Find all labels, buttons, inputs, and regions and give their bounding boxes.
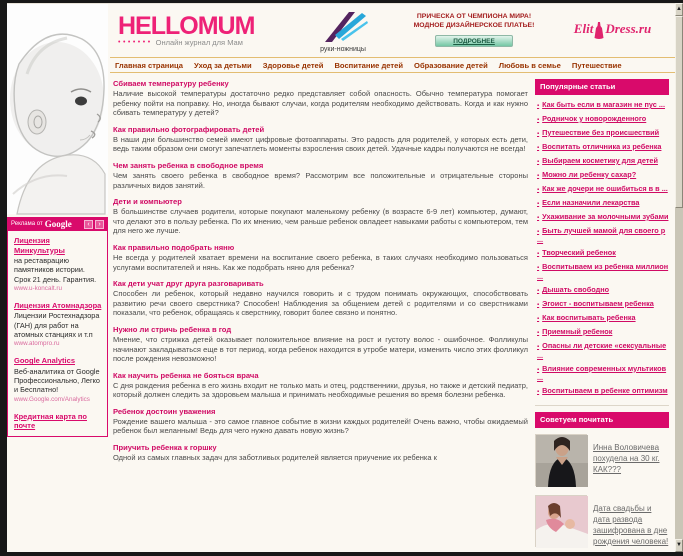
scissors-ad-banner[interactable] (288, 9, 398, 53)
article-item (113, 79, 528, 118)
article-item (113, 371, 528, 400)
popular-article-link[interactable]: ▪ Как же дочери не ошибиться в в ... (537, 185, 669, 195)
nav-link[interactable]: Путешествие (571, 60, 622, 70)
article-excerpt: В большинстве случаев родители, которые покупают маленькому ребенку (в возрасте 6-9 лет) компьютер, думают, что делают это в пользу ребенка. По их мнению, чем раньше ребенок овладеет навыками работы с компьютером, тем для него же лучше. (113, 207, 528, 236)
popular-article-link[interactable]: ▪ Ухаживание за молочными зубами (537, 213, 669, 223)
mother-baby-photo[interactable] (535, 495, 587, 547)
vertical-scrollbar[interactable] (675, 3, 683, 552)
article-excerpt: Мнение, что стрижка детей оказывает положительное влияние на рост и густоту волос - ошибочное. Фолликулы начинают закладываться еще в тот период, когда ребенок находится в утробе матери, изменить число этих фолликул после рождения невозможно! (113, 334, 528, 364)
article-item (113, 443, 528, 463)
article-title-link[interactable]: Как правильно подобрать няню (113, 242, 235, 252)
scroll-up-arrow-icon[interactable]: ▲ (675, 3, 683, 16)
article-excerpt: Чем занять своего ребенка в свободное время? Рассмотрим все положительные и отрицательные стороны различных видов занятий. (113, 170, 528, 190)
woman-portrait-photo[interactable] (535, 434, 587, 486)
scissors-icon (317, 9, 369, 43)
ad-text: Лицензии Ростехнадзора (ГАН) для работ на атомных станциях и т.п (14, 311, 100, 339)
popular-article-link[interactable]: ▪ Воспитать отличника из ребенка (537, 143, 669, 153)
nav-link[interactable]: Воспитание детей (334, 60, 404, 70)
article-item (113, 279, 528, 318)
recommend-link[interactable]: Инна Воловичева похудела на 30 кг. КАК??? (593, 442, 660, 474)
nav-link[interactable]: Главная страница (115, 60, 184, 70)
popular-article-link[interactable]: ▪ Путешествие без происшествий (537, 129, 669, 139)
article-title-link[interactable]: Ребенок достоин уважения (113, 406, 216, 416)
popular-article-link[interactable]: ▪ Дышать свободно (537, 286, 669, 296)
article-item (113, 125, 528, 154)
article-item (113, 407, 528, 436)
article-title-link[interactable]: Как научить ребенка не бояться врача (113, 370, 259, 380)
site-logo[interactable] (110, 14, 288, 47)
popular-article-link[interactable]: ▪ Приемный ребенок (537, 328, 669, 338)
popular-article-link[interactable]: ▪ Воспитываем в ребенке оптимизм (537, 387, 669, 397)
ad-title-link[interactable]: Google Analytics (14, 356, 75, 366)
article-item (113, 161, 528, 190)
popular-articles-header: Популярные статьи (535, 79, 669, 95)
ad-title-link[interactable]: Кредитная карта по почте (14, 411, 87, 431)
ad-title-link[interactable]: Лицензия Минкультуры (14, 236, 65, 255)
popular-article-link[interactable]: ▪ Творческий ребенок (537, 249, 669, 259)
popular-articles-list (535, 101, 669, 397)
promo-line1: ПРИЧЕСКА ОТ ЧЕМПИОНА МИРА! (416, 13, 532, 20)
article-excerpt: Наличие высокой температуры достаточно редко представляет собой опасность. Обычно температура помогает ребенку пойти на поправку. Но, иногда бывают случаи, когда родителям необходимо действовать. Когда и как нужно сбивать температуру у детей? (113, 89, 528, 118)
google-ads-list (8, 231, 107, 436)
article-title-link[interactable]: Как правильно фотографировать детей (113, 124, 265, 134)
popular-article-link[interactable]: ▪ Эгоист - воспитываем ребенка (537, 300, 669, 310)
ads-label: Реклама от (11, 221, 43, 227)
promo-line2: МОДНОЕ ДИЗАЙНЕРСКОЕ ПЛАТЬЕ! (413, 21, 535, 29)
ad-url[interactable]: www.atompro.ru (14, 340, 60, 348)
google-ad (8, 407, 107, 436)
article-list (110, 73, 535, 556)
recommend-link[interactable]: Дата свадьбы и дата развода зашифрована в дне рождения человека! (593, 503, 669, 546)
popular-article-link[interactable]: ▪ Как воспитывать ребенка (537, 314, 669, 324)
divider (535, 405, 669, 406)
article-title-link[interactable]: Чем занять ребенка в свободное время (113, 160, 264, 170)
nav-link[interactable]: Здоровье детей (262, 60, 324, 70)
ad-title-link[interactable]: Лицензия Атомнадзора (14, 300, 102, 310)
scroll-down-arrow-icon[interactable]: ▼ (675, 539, 683, 552)
elitdress-logo[interactable] (550, 21, 675, 39)
article-item (113, 243, 528, 272)
scrollbar-thumb[interactable] (675, 16, 683, 208)
ads-prev-arrow-icon[interactable]: ‹ (84, 220, 93, 229)
popular-article-link[interactable]: ▪ Родничок у новорожденного (537, 115, 669, 125)
article-title-link[interactable]: Сбиваем температуру ребенку (113, 79, 229, 88)
popular-article-link[interactable]: ▪ Влияние современных мультиков ... (537, 365, 669, 383)
article-title-link[interactable]: Приучить ребенка к горшку (113, 443, 217, 453)
popular-article-link[interactable]: ▪ Если назначили лекарства (537, 199, 669, 209)
article-title-link[interactable]: Как дети учат друг друга разговаривать (113, 279, 264, 289)
nav-link[interactable]: Уход за детьми (194, 60, 252, 70)
ad-text: Веб-аналитика от Google Профессионально, Легко и Бесплатно! (14, 366, 100, 395)
popular-article-link[interactable]: ▪ Опасны ли детские «сексуальные ... (537, 342, 669, 360)
article-excerpt: Способен ли ребенок, который недавно научился говорить и с трудом понимать окружающих, способствовать развитию речи своего сверстника? Способен! Наблюдения за общением детей с родителями и со сверстниками показали, что ребенок, обращаясь к сверстнику, говорит более связно и понятно. (113, 289, 528, 318)
popular-article-link[interactable]: ▪ Выбираем косметику для детей (537, 157, 669, 167)
elitdress-prefix: Elit (573, 21, 594, 37)
popular-article-link[interactable]: ▪ Можно ли ребенку сахар? (537, 171, 669, 181)
google-ads-block (7, 217, 108, 437)
article-title-link[interactable]: Дети и компьютер (113, 197, 182, 207)
dress-icon (594, 22, 604, 40)
popular-article-link[interactable]: ▪ Быть лучшей мамой для своего р ... (537, 227, 669, 245)
google-ad (8, 351, 107, 406)
logo-subtitle: Онлайн журнал для Мам (155, 38, 243, 47)
elitdress-suffix: Dress.ru (605, 21, 652, 37)
left-column (7, 4, 108, 552)
recommend-item (535, 434, 669, 486)
article-excerpt: Не всегда у родителей хватает времени на воспитание своего ребенка, в таких случаях необходимо пользоваться услугами воспитателей и нянь. Как же подобрать няню для ребенка? (113, 252, 528, 272)
main-wrap (110, 4, 675, 556)
article-title-link[interactable]: Нужно ли стричь ребенка в год (113, 324, 232, 334)
ad-url[interactable]: www.u-koncalt.ru (14, 284, 62, 292)
article-excerpt: Одной из самых главных задач для заботливых родителей является приучение их ребенка к (113, 453, 437, 463)
site-header (110, 4, 675, 57)
right-sidebar (535, 73, 675, 556)
promo-ad (398, 13, 550, 48)
article-item (113, 325, 528, 364)
page (7, 3, 675, 552)
nav-link[interactable]: Образование детей (414, 60, 488, 70)
article-excerpt: Рождение вашего малыша - это самое главное событие в жизни каждых родителей! Очень важно, чтобы ожидаемый ребенок был желанным! Ведь для чего нужно давать новую жизнь? (113, 416, 528, 436)
promo-details-button[interactable]: ПОДРОБНЕЕ (435, 35, 513, 47)
scissors-ad-brand: руки-ножницы (320, 45, 366, 53)
popular-article-link[interactable]: ▪ Воспитываем из ребенка миллион ... (537, 263, 669, 281)
recommend-item (535, 495, 669, 547)
logo-dots: ••••••• (118, 39, 153, 46)
article-item (113, 197, 528, 236)
recommend-header: Советуем почитать (535, 412, 669, 428)
ad-url[interactable]: www.Google.com/Analytics (14, 395, 90, 403)
ads-next-arrow-icon[interactable]: › (95, 220, 104, 229)
nav-link[interactable]: Любовь в семье (498, 60, 561, 70)
article-excerpt: В наши дни большинство семей имеют цифровые фотоаппараты. Это радость для родителей, у которых есть дети, ведь таким образом они смогут запечатлеть моменты взросления своих детей. Удачные кадры получаются не всегда! (113, 134, 528, 154)
article-excerpt: С дня рождения ребенка в его жизнь входит не только мать и отец, родственники, друзья, но также и детский педиатр, который должен следить за здоровьем малыша и принимать необходимые решения во время болезни ребенка. (113, 380, 528, 400)
ad-text: на реставрацию памятников истории. Срок 21 день. Гарантия. (14, 256, 97, 284)
baby-sketch-image (7, 4, 108, 214)
google-ads-header (8, 217, 107, 231)
popular-article-link[interactable]: ▪ Как быть если в магазин не пус ... (537, 101, 669, 111)
main-nav (110, 57, 675, 73)
logo-title: HELLOMUM (118, 12, 255, 40)
google-ad (8, 231, 107, 296)
google-logo: Google (44, 219, 72, 229)
google-ad (8, 296, 107, 351)
